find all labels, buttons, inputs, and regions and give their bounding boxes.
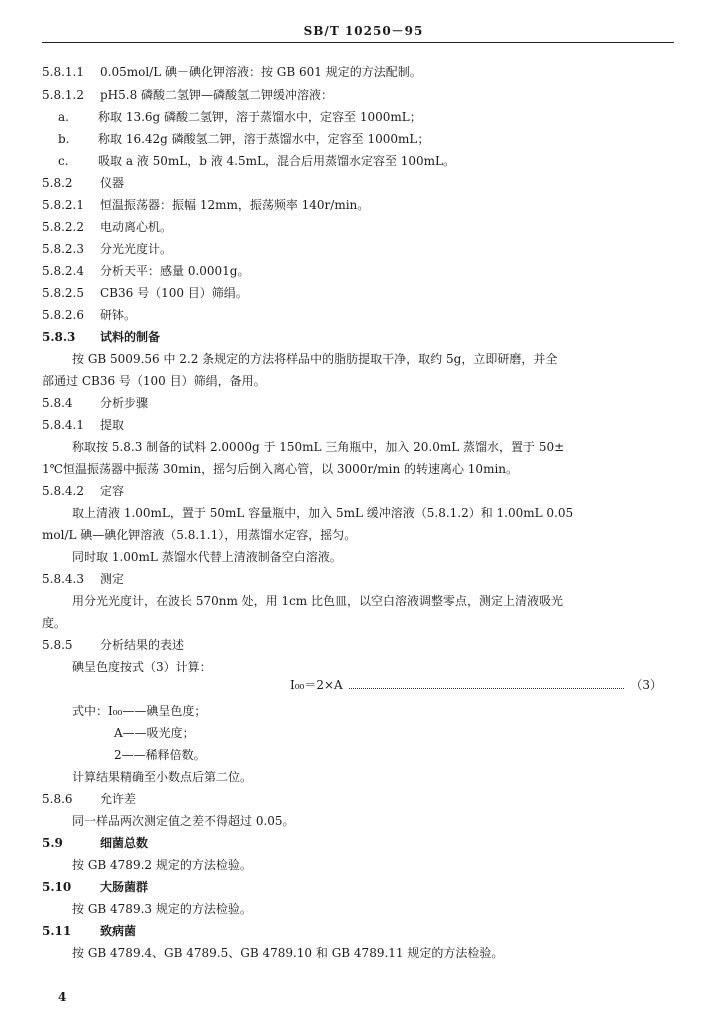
- clause-heading: 试料的制备: [100, 330, 161, 344]
- clause-heading: 细菌总数: [100, 836, 149, 850]
- clause-5-8-2-5: [42, 285, 248, 301]
- item-text: 吸取 a 液 50mL，b 液 4.5mL，混合后用蒸馏水定容至 100mL。: [98, 154, 456, 168]
- clause-text: CB36 号（100 目）筛绢。: [100, 286, 248, 300]
- clause-5-8-3: [42, 329, 160, 345]
- paragraph-line: [72, 945, 503, 961]
- item-label: a.: [58, 110, 69, 124]
- clause-number: 5.8.2: [42, 176, 73, 190]
- clause-5-8-2-6: [42, 307, 136, 323]
- header-rule: [42, 42, 674, 43]
- paragraph-text: 取上清液 1.00mL，置于 50mL 容量瓶中，加入 5mL 缓冲溶液（5.8.1.2）和 1.00mL 0.05: [72, 506, 574, 520]
- paragraph-line: [72, 659, 212, 675]
- item-b: [58, 131, 429, 147]
- clause-number: 5.8.2.2: [42, 220, 84, 234]
- paragraph-line: [72, 505, 573, 521]
- clause-5-11: [42, 923, 136, 939]
- formula-leader-dots: [349, 680, 625, 689]
- clause-text: 分析天平：感量 0.0001g。: [100, 264, 250, 278]
- paragraph-line: [72, 439, 564, 455]
- item-a: [58, 109, 422, 125]
- clause-number: 5.8.2.4: [42, 264, 84, 278]
- clause-5-8-1-1: [42, 64, 422, 80]
- clause-5-8-2-4: [42, 263, 250, 279]
- paragraph-line: [72, 813, 295, 829]
- clause-number: 5.8.2.1: [42, 198, 84, 212]
- paragraph-text: 同时取 1.00mL 蒸馏水代替上清液制备空白溶液。: [72, 550, 342, 564]
- paragraph-line: [72, 549, 342, 565]
- where-text: 式中：I₀₀——碘呈色度；: [72, 704, 207, 718]
- clause-number: 5.8.2.3: [42, 242, 84, 256]
- clause-text: 研钵。: [100, 308, 137, 322]
- clause-number: 5.8.4.1: [42, 418, 84, 432]
- paragraph-line: [42, 615, 66, 631]
- clause-5-8-2: [42, 175, 124, 191]
- item-label: c.: [58, 154, 69, 168]
- paragraph-text: 1℃恒温振荡器中振荡 30min，摇匀后倒入离心管，以 3000r/min 的转速离心 10min。: [42, 462, 519, 476]
- clause-number: 5.8.2.6: [42, 308, 84, 322]
- clause-number: 5.8.1.2: [42, 88, 84, 102]
- paragraph-text: 度。: [42, 616, 67, 630]
- paragraph-line: [72, 857, 252, 873]
- clause-5-8-6: [42, 791, 136, 807]
- clause-heading: 分析步骤: [100, 396, 149, 410]
- clause-5-8-4: [42, 395, 148, 411]
- paragraph-text: 碘呈色度按式（3）计算：: [72, 660, 212, 674]
- where-text: 2——稀释倍数。: [114, 748, 206, 762]
- formula-label: （3）: [630, 678, 662, 692]
- clause-5-9: [42, 835, 148, 851]
- clause-number: 5.8.5: [42, 638, 73, 652]
- clause-heading: 致病菌: [100, 924, 137, 938]
- where-line: [72, 703, 206, 719]
- formula-expression: I₀₀＝2×A: [290, 678, 343, 692]
- clause-heading: 定容: [100, 484, 125, 498]
- item-text: 称取 13.6g 磷酸二氢钾，溶于蒸馏水中，定容至 1000mL；: [98, 110, 422, 124]
- clause-text: 电动离心机。: [100, 220, 173, 234]
- paragraph-line: [42, 527, 356, 543]
- clause-5-8-2-2: [42, 219, 172, 235]
- clause-heading: 分析结果的表述: [100, 638, 185, 652]
- paragraph-line: [72, 351, 557, 367]
- item-c: [58, 153, 455, 169]
- paragraph-line: [72, 901, 252, 917]
- paragraph-text: mol/L 碘—碘化钾溶液（5.8.1.1），用蒸馏水定容，摇匀。: [42, 528, 357, 542]
- paragraph-line: [72, 769, 252, 785]
- paragraph-text: 按 GB 4789.4、GB 4789.5、GB 4789.10 和 GB 4789.11 规定的方法检验。: [72, 946, 504, 960]
- formula-3: [290, 676, 662, 693]
- clause-5-8-4-1: [42, 417, 124, 433]
- paragraph-text: 按 GB 4789.3 规定的方法检验。: [72, 902, 252, 916]
- paragraph-text: 按 GB 4789.2 规定的方法检验。: [72, 858, 252, 872]
- clause-heading: 提取: [100, 418, 125, 432]
- clause-text: 分光光度计。: [100, 242, 173, 256]
- clause-text: pH5.8 磷酸二氢钾—磷酸氢二钾缓冲溶液：: [100, 88, 334, 102]
- clause-text: 0.05mol/L 碘－碘化钾溶液：按 GB 601 规定的方法配制。: [100, 65, 422, 79]
- paragraph-text: 部通过 CB36 号（100 目）筛绢，备用。: [42, 374, 266, 388]
- clause-number: 5.8.4: [42, 396, 73, 410]
- page-number: 4: [58, 990, 67, 1004]
- clause-5-8-4-2: [42, 483, 124, 499]
- clause-heading: 大肠菌群: [100, 880, 149, 894]
- item-label: b.: [58, 132, 70, 146]
- clause-5-10: [42, 879, 148, 895]
- item-text: 称取 16.42g 磷酸氢二钾，溶于蒸馏水中，定容至 1000mL；: [98, 132, 430, 146]
- where-line: [114, 725, 195, 741]
- paragraph-text: 按 GB 5009.56 中 2.2 条规定的方法将样品中的脂肪提取干净，取约 5g，立即研磨，并全: [72, 352, 558, 366]
- clause-number: 5.9: [42, 836, 63, 850]
- clause-5-8-4-3: [42, 571, 124, 587]
- where-line: [114, 747, 206, 763]
- paragraph-text: 称取按 5.8.3 制备的试料 2.0000g 于 150mL 三角瓶中，加入 20.0mL 蒸馏水，置于 50±: [72, 440, 565, 454]
- paragraph-text: 用分光光度计，在波长 570nm 处，用 1cm 比色皿，以空白溶液调整零点，测定上清液吸光: [72, 594, 564, 608]
- clause-5-8-1-2: [42, 87, 333, 103]
- clause-number: 5.11: [42, 924, 72, 938]
- clause-5-8-2-3: [42, 241, 172, 257]
- clause-number: 5.8.6: [42, 792, 73, 806]
- clause-heading: 仪器: [100, 176, 125, 190]
- clause-text: 恒温振荡器：振幅 12mm，振荡频率 140r/min。: [100, 198, 370, 212]
- clause-number: 5.8.3: [42, 330, 76, 344]
- clause-5-8-2-1: [42, 197, 369, 213]
- paragraph-text: 计算结果精确至小数点后第二位。: [72, 770, 253, 784]
- clause-5-8-5: [42, 637, 184, 653]
- clause-number: 5.8.4.2: [42, 484, 84, 498]
- clause-heading: 允许差: [100, 792, 137, 806]
- clause-number: 5.8.1.1: [42, 65, 84, 79]
- paragraph-line: [72, 593, 563, 609]
- clause-heading: 测定: [100, 572, 125, 586]
- clause-number: 5.10: [42, 880, 72, 894]
- standard-code-header: SB/T 10250－95: [303, 24, 424, 38]
- paragraph-line: [42, 461, 518, 477]
- paragraph-line: [42, 373, 266, 389]
- where-text: A——吸光度；: [114, 726, 195, 740]
- paragraph-text: 同一样品两次测定值之差不得超过 0.05。: [72, 814, 295, 828]
- clause-number: 5.8.2.5: [42, 286, 84, 300]
- clause-number: 5.8.4.3: [42, 572, 84, 586]
